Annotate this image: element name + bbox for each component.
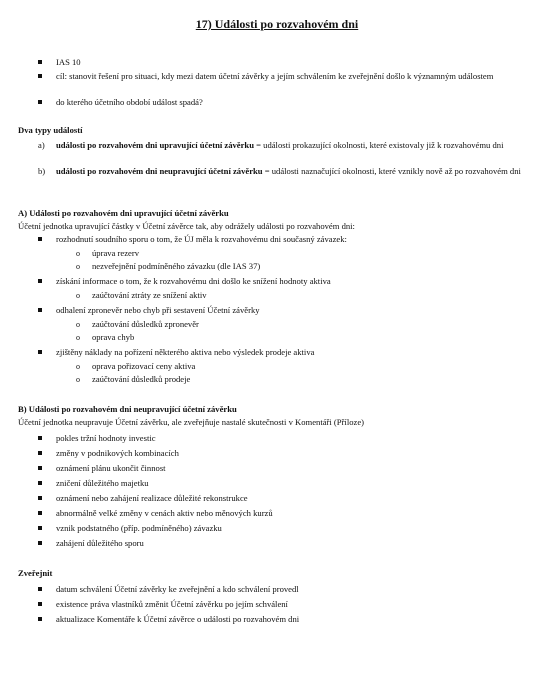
list-item: do kterého účetního období událost spadá? <box>18 96 540 110</box>
section-b <box>18 403 540 552</box>
section-b-intro: Účetní jednotka neupravuje Účetní závěrku, ale zveřejňuje nastalé skutečnosti v Komentáři (Příloze) <box>18 417 364 427</box>
page-title: 17) Události po rozvahovém dni <box>195 17 359 31</box>
circle-bullet-icon: o <box>76 262 80 271</box>
list-item: existence práva vlastníků změnit Účetní závěrku po jejím schválení <box>18 598 540 613</box>
list-item: rozhodnutí soudního sporu o tom, že ÚJ měla k rozvahovému dni současný závazek: <box>18 233 540 247</box>
section-a-intro: Účetní jednotka upravující částky v Účetní závěrce tak, aby odrážely události po rozvahovém dni: <box>18 221 355 231</box>
circle-bullet-icon: o <box>76 362 80 371</box>
list-item: změny v podnikových kombinacích <box>18 447 540 462</box>
list-item: odhalení zpronevěr nebo chyb při sestavení Účetní závěrky <box>18 304 540 318</box>
section-b-heading: B) Události po rozvahovém dni neupravující účetní závěrku <box>18 404 237 414</box>
section-a-heading: A) Události po rozvahovém dni upravující účetní závěrku <box>18 208 229 218</box>
bullet-icon <box>38 74 42 78</box>
list-item: b) události po rozvahovém dni neupravující účetní závěrku = události naznačující okolnosti, které vznikly nově až po rozvahovém dni <box>38 166 521 176</box>
bullet-icon <box>38 541 42 545</box>
bullet-icon <box>38 587 42 591</box>
circle-bullet-icon: o <box>76 333 80 342</box>
circle-bullet-icon: o <box>76 291 80 300</box>
bullet-icon <box>38 526 42 530</box>
list-item: zničení důležitého majetku <box>18 477 540 492</box>
list-item: abnormálně velké změny v cenách aktiv nebo měnových kurzů <box>18 507 540 522</box>
list-item: datum schválení Účetní závěrky ke zveřejnění a kdo schválení provedl <box>18 583 540 598</box>
bullet-icon <box>38 436 42 440</box>
bullet-icon <box>38 466 42 470</box>
sub-item: o zaúčtování ztráty ze snížení aktiv <box>76 290 207 300</box>
list-item: cíl: stanovit řešení pro situaci, kdy mezi datem účetní závěrky a jejím schválením ke zveřejnění došlo k významným událostem <box>18 70 540 96</box>
sub-item: o zaúčtování důsledků prodeje <box>76 374 191 384</box>
list-item: zahájení důležitého sporu <box>18 537 540 552</box>
list-item: a) události po rozvahovém dni upravující účetní závěrku = události prokazující okolnosti, které existovaly již k rozvahovému dni <box>38 140 504 150</box>
circle-bullet-icon: o <box>76 375 80 384</box>
intro-list <box>18 56 540 110</box>
bullet-icon <box>38 308 42 312</box>
circle-bullet-icon: o <box>76 320 80 329</box>
list-item: IAS 10 <box>18 56 540 70</box>
bullet-icon <box>38 60 42 64</box>
bullet-icon <box>38 451 42 455</box>
list-item: získání informace o tom, že k rozvahovému dni došlo ke snížení hodnoty aktiva <box>18 275 540 289</box>
list-item: oznámení nebo zahájení realizace důležité rekonstrukce <box>18 492 540 507</box>
sub-item: o oprava pořizovací ceny aktiva <box>76 361 196 371</box>
sub-item: o úprava rezerv <box>76 248 139 258</box>
list-item: pokles tržní hodnoty investic <box>18 432 540 447</box>
bullet-icon <box>38 350 42 354</box>
types-section <box>18 124 540 191</box>
list-item: vznik podstatného (příp. podmíněného) závazku <box>18 522 540 537</box>
bullet-icon <box>38 602 42 606</box>
list-item: zjištěny náklady na pořízení některého aktiva nebo výsledek prodeje aktiva <box>18 346 540 360</box>
sub-item: o zaúčtování důsledků zpronevěr <box>76 319 199 329</box>
list-item: aktualizace Komentáře k Účetní závěrce o události po rozvahovém dni <box>18 613 540 628</box>
bullet-icon <box>38 100 42 104</box>
disclosure-heading: Zveřejnit <box>18 568 53 578</box>
bullet-icon <box>38 511 42 515</box>
disclosure-section <box>18 567 540 628</box>
bullet-icon <box>38 279 42 283</box>
circle-bullet-icon: o <box>76 249 80 258</box>
sub-item: o oprava chyb <box>76 332 135 342</box>
list-item: oznámení plánu ukončit činnost <box>18 462 540 477</box>
sub-item: o nezveřejnění podmíněného závazku (dle IAS 37) <box>76 261 261 271</box>
bullet-icon <box>38 496 42 500</box>
section-a <box>18 207 540 386</box>
bullet-icon <box>38 481 42 485</box>
bullet-icon <box>38 617 42 621</box>
types-heading: Dva typy událostí <box>18 125 83 135</box>
bullet-icon <box>38 237 42 241</box>
